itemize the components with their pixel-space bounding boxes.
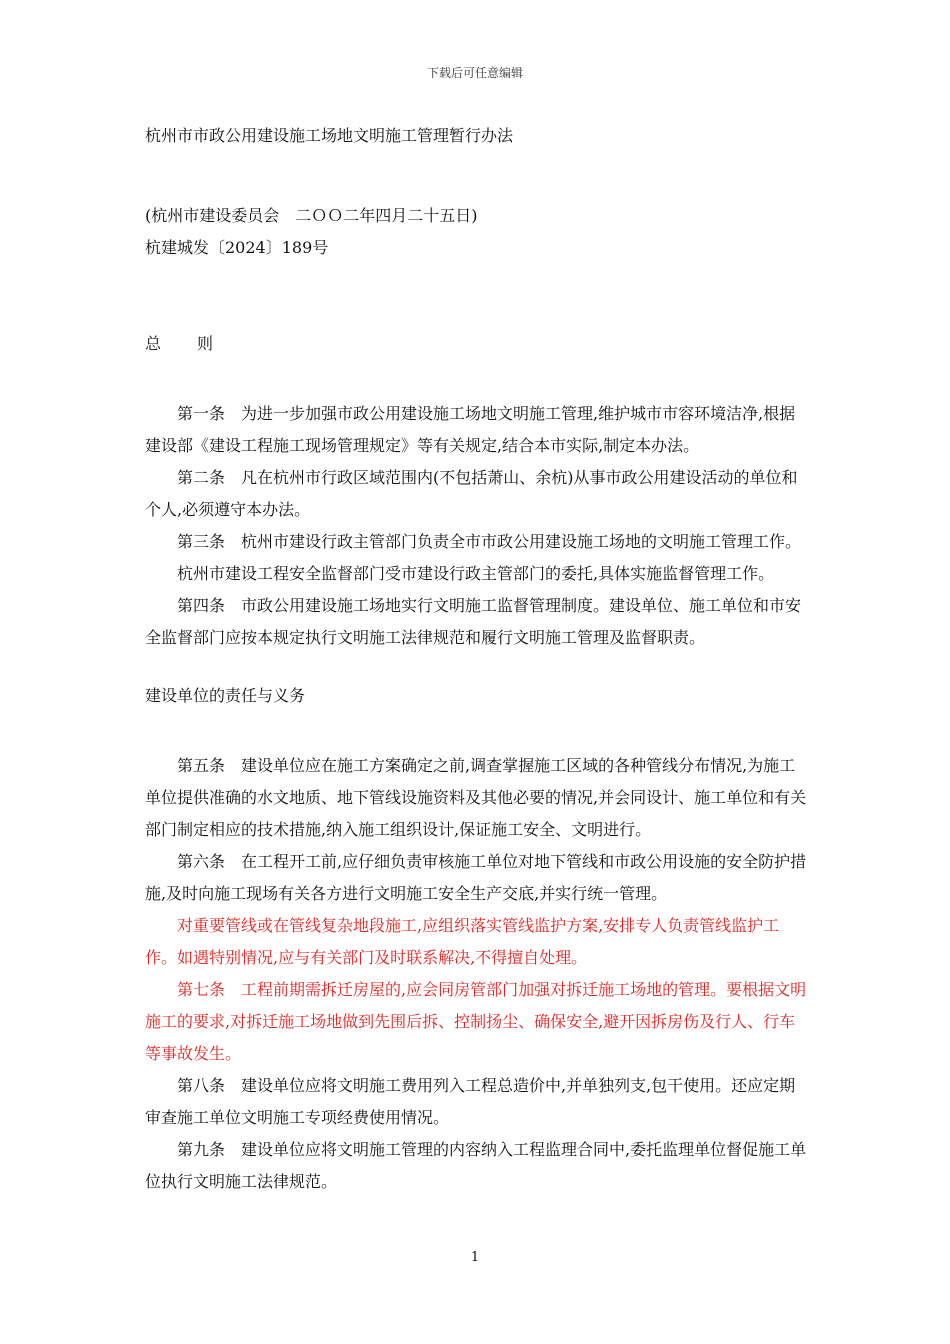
article-2: 第二条 凡在杭州市行政区域范围内(不包括萧山、余杭)从事市政公用建设活动的单位和个人,必须遵守本办法。 [145, 468, 798, 519]
section-heading-builder: 建设单位的责任与义务 [145, 686, 306, 705]
article-6: 第六条 在工程开工前,应仔细负责审核施工单位对地下管线和市政公用设施的安全防护措施,及时向施工现场有关各方进行文明施工安全生产交底,并实行统一管理。 [145, 852, 807, 903]
issuer-line: (杭州市建设委员会 二ＯＯ二年四月二十五日) [145, 206, 478, 225]
article-3: 第三条 杭州市建设行政主管部门负责全市市政公用建设施工场地的文明施工管理工作。 [177, 532, 802, 551]
article-6-paragraph-2: 对重要管线或在管线复杂地段施工,应组织落实管线监护方案,安排专人负责管线监护工作。如遇特别情况,应与有关部门及时联系解决,不得擅自处理。 [145, 916, 780, 967]
document-body [145, 112, 810, 1198]
article-5: 第五条 建设单位应在施工方案确定之前,调查掌握施工区域的各种管线分布情况,为施工单位提供准确的水文地质、地下管线设施资料及其他必要的情况,并会同设计、施工单位和有关部门制定相应的技术措施,纳入施工组织设计,保证施工安全、文明进行。 [145, 756, 807, 839]
article-3-paragraph-2: 杭州市建设工程安全监督部门受市建设行政主管部门的委托,具体实施监督管理工作。 [177, 564, 775, 583]
section-heading-general-b: 则 [197, 334, 214, 353]
article-8: 第八条 建设单位应将文明施工费用列入工程总造价中,并单独列支,包干使用。还应定期审查施工单位文明施工专项经费使用情况。 [145, 1076, 796, 1127]
article-9: 第九条 建设单位应将文明施工管理的内容纳入工程监理合同中,委托监理单位督促施工单位执行文明施工法律规范。 [145, 1140, 807, 1191]
document-title: 杭州市市政公用建设施工场地文明施工管理暂行办法 [145, 126, 514, 145]
section-heading-general [145, 328, 810, 360]
section-heading-general-a: 总 [145, 334, 162, 353]
page-number: 1 [470, 1250, 480, 1265]
article-7: 第七条 工程前期需拆迁房屋的,应会同房管部门加强对拆迁施工场地的管理。要根据文明施工的要求,对拆迁施工场地做到先围后拆、控制扬尘、确保安全,避开因拆房伤及行人、行车等事故发生。 [145, 980, 807, 1063]
document-number: 杭建城发〔2024〕189号 [145, 238, 329, 257]
article-1: 第一条 为进一步加强市政公用建设施工场地文明施工管理,维护城市市容环境洁净,根据建设部《建设工程施工现场管理规定》等有关规定,结合本市实际,制定本办法。 [145, 404, 796, 455]
page-header-note: 下载后可任意编辑 [426, 66, 523, 80]
article-4: 第四条 市政公用建设施工场地实行文明施工监督管理制度。建设单位、施工单位和市安全监督部门应按本规定执行文明施工法律规范和履行文明施工管理及监督职责。 [145, 596, 802, 647]
